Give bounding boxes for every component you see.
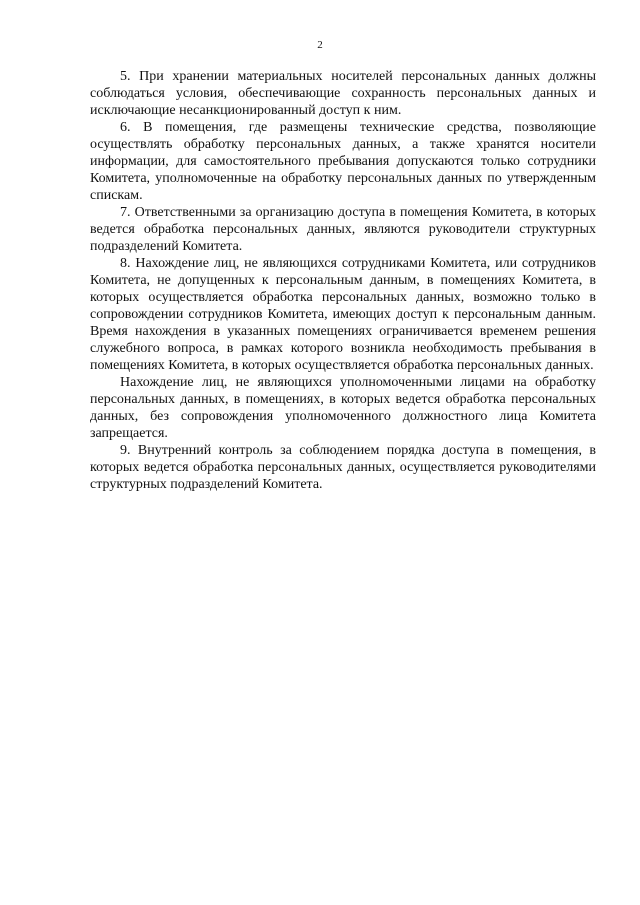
paragraph-8-continued: Нахождение лиц, не являющихся уполномоченными лицами на обработку персональных данных, в помещениях, в которых ведется обработка персональных данных, без сопровождения уполномоченного должностного лица Комитета запрещается. — [90, 375, 596, 441]
document-body — [90, 68, 596, 493]
paragraph-9: 9. Внутренний контроль за соблюдением порядка доступа в помещения, в которых ведется обработка персональных данных, осуществляется руководителями структурных подразделений Комитета. — [90, 443, 596, 492]
paragraph-7: 7. Ответственными за организацию доступа в помещения Комитета, в которых ведется обработка персональных данных, являются руководители структурных подразделений Комитета. — [90, 205, 596, 254]
paragraph-6: 6. В помещения, где размещены технические средства, позволяющие осуществлять обработку персональных данных, а также хранятся носители информации, для самостоятельного пребывания допускаются только сотрудники Комитета, уполномоченные на обработку персональных данных по утвержденным спискам. — [90, 120, 596, 203]
paragraph-5: 5. При хранении материальных носителей персональных данных должны соблюдаться условия, обеспечивающие сохранность персональных данных и исключающие несанкционированный доступ к ним. — [90, 69, 596, 118]
paragraph-8: 8. Нахождение лиц, не являющихся сотрудниками Комитета, или сотрудников Комитета, не допущенных к персональным данным, в помещениях Комитета, в которых осуществляется обработка персональных данных, возможно только в сопровождении сотрудников Комитета, имеющих доступ к персональным данным. Время нахождения в указанных помещениях ограничивается временем решения служебного вопроса, в рамках которого возникла необходимость пребывания в помещениях Комитета, в которых осуществляется обработка персональных данных. — [90, 256, 596, 373]
page-number: 2 — [317, 39, 323, 51]
